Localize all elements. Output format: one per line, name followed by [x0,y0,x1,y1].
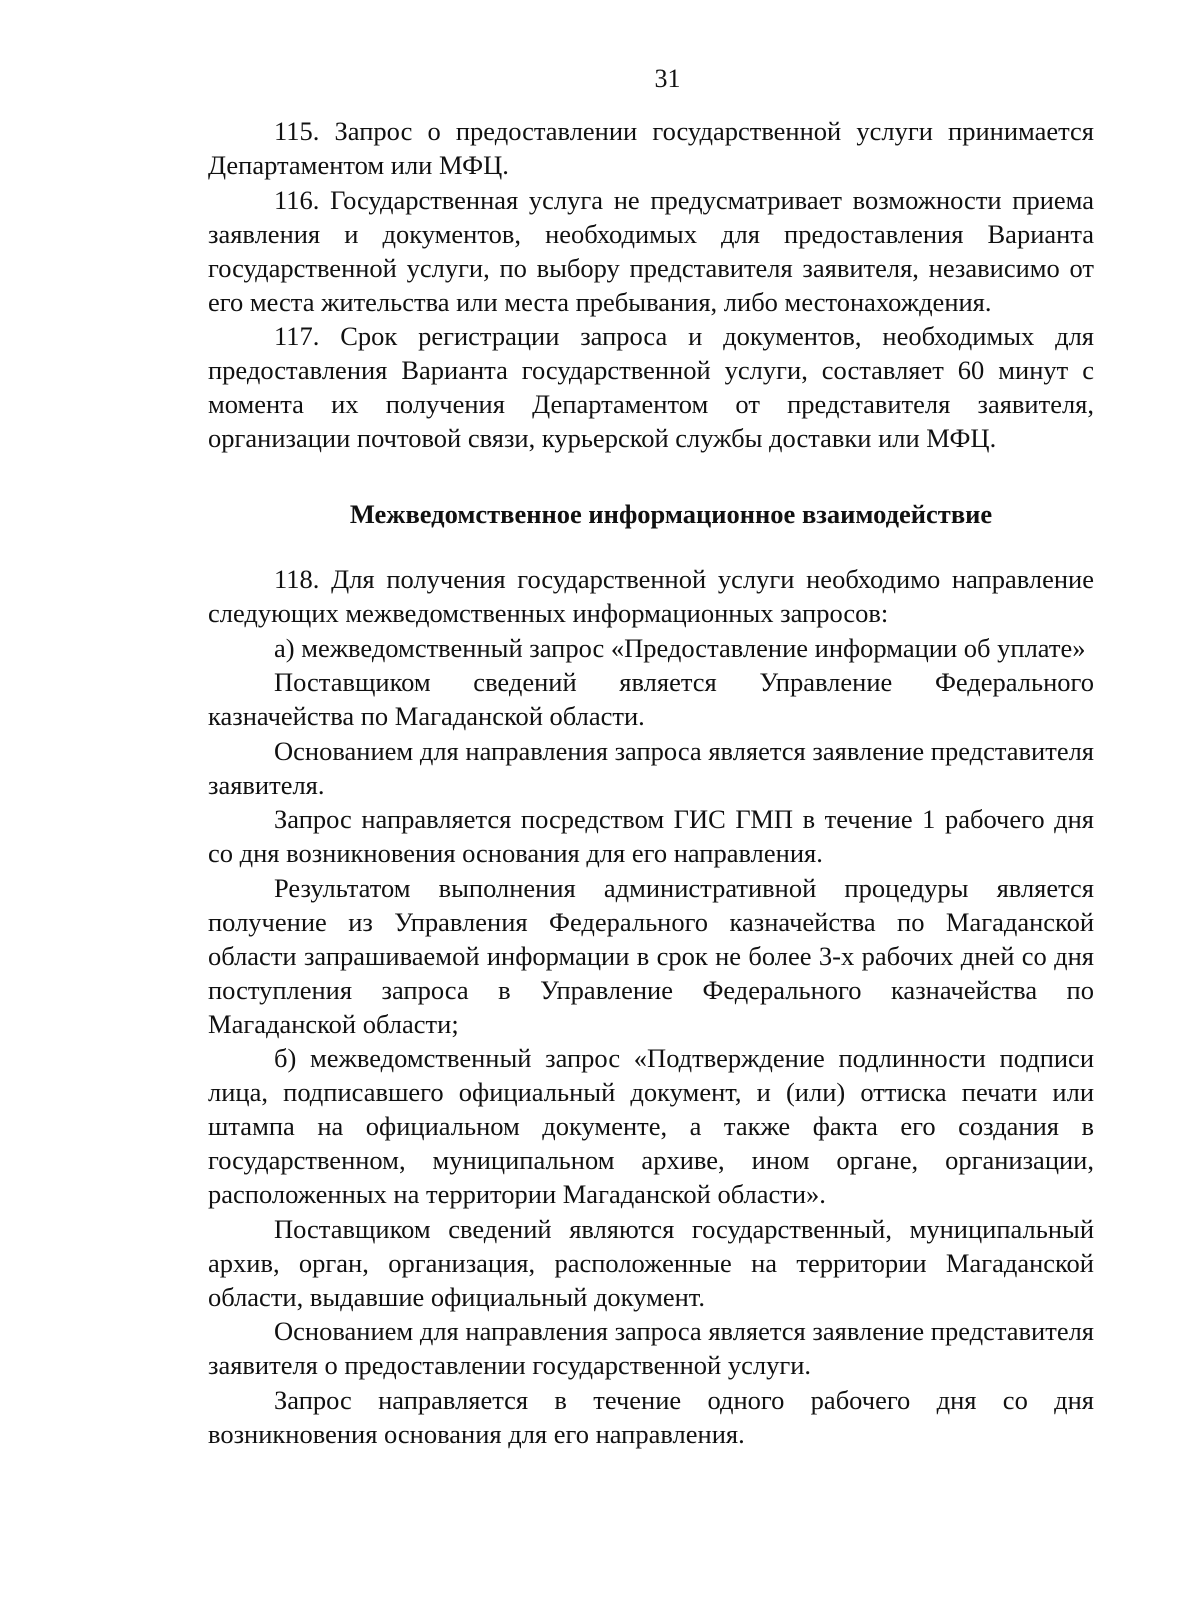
paragraph-118: 118. Для получения государственной услуги необходимо направление следующих межведомственных информационных запросов: [208,564,1094,628]
document-body [208,114,1094,1451]
paragraph-supplier-b: Поставщиком сведений являются государственный, муниципальный архив, орган, организация, расположенные на территории Магаданской области, выдавшие официальный документ. [208,1213,1094,1312]
paragraph-supplier-a: Поставщиком сведений является Управление Федерального казначейства по Магаданской области. [208,667,1094,731]
paragraph-115: 115. Запрос о предоставлении государственной услуги принимается Департаментом или МФЦ. [208,116,1094,180]
list-item-b: б) межведомственный запрос «Подтверждение подлинности подписи лица, подписавшего официальный документ, и (или) оттиска печати или штампа на официальном документе, а также факта его создания в государственном, муниципальном архиве, ином органе, организации, расположенных на территории Магаданской области». [208,1043,1094,1209]
paragraph-result-a: Результатом выполнения административной процедуры является получение из Управления Федерального казначейства по Магаданской области запрашиваемой информации в срок не более 3-х рабочих дней со дня поступления запроса в Управление Федерального казначейства по Магаданской области; [208,872,1094,1039]
paragraph-117: 117. Срок регистрации запроса и документов, необходимых для предоставления Варианта государственной услуги, составляет 60 минут с момента их получения Департаментом от представителя заявителя, организации почтовой связи, курьерской службы доставки или МФЦ. [208,321,1094,453]
list-item-a: а) межведомственный запрос «Предоставление информации об уплате» [274,632,1086,663]
section-heading: Межведомственное информационное взаимодействие [349,499,993,529]
paragraph-basis-a: Основанием для направления запроса является заявление представителя заявителя. [208,735,1094,800]
paragraph-basis-b: Основанием для направления запроса является заявление представителя заявителя о предоставлении государственной услуги. [208,1316,1094,1380]
paragraph-request-a: Запрос направляется посредством ГИС ГМП в течение 1 рабочего дня со дня возникновения основания для его направления. [208,804,1094,868]
paragraph-request-b: Запрос направляется в течение одного рабочего дня со дня возникновения основания для его направления. [208,1384,1094,1449]
page-number: 31 [654,64,681,93]
paragraph-116: 116. Государственная услуга не предусматривает возможности приема заявления и документов, необходимых для предоставления Варианта государственной услуги, по выбору представителя заявителя, независимо от его места жительства или места пребывания, либо местонахождения. [208,184,1094,317]
